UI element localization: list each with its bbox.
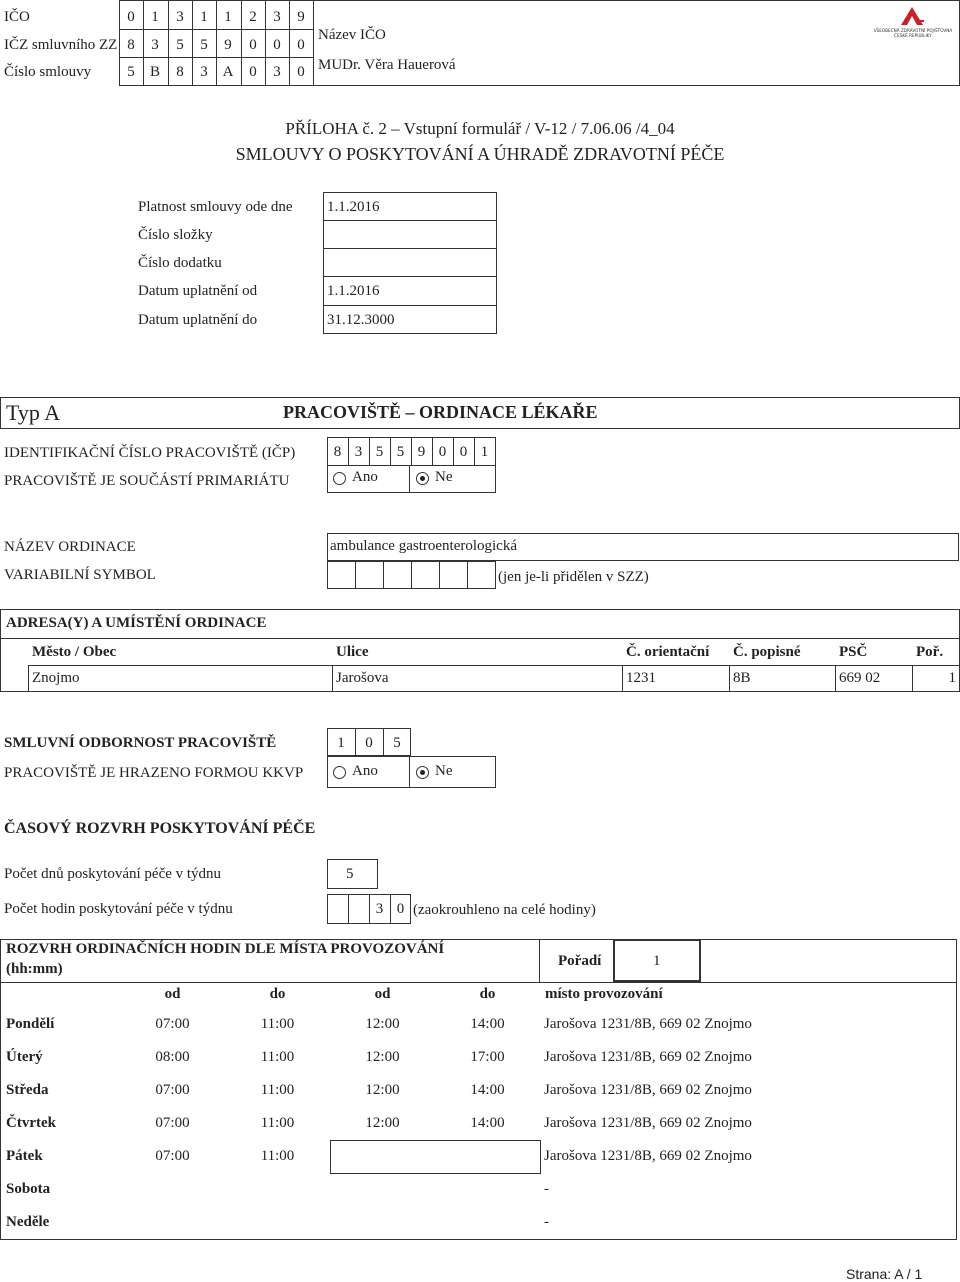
header-digit: 9 [297,9,305,25]
day-label: Čtvrtek [6,1115,56,1131]
vs-note: (jen je-li přidělen v SZZ) [498,569,649,585]
header-digit: 3 [176,9,184,25]
day-label: Úterý [6,1049,43,1065]
address-column-header: Poř. [916,644,944,660]
hours-digit: 3 [375,901,384,917]
address-column-header: Ulice [336,644,369,660]
header-digit: 8 [176,64,184,80]
address-cell: Jarošova [336,670,389,686]
hours-label: Počet hodin poskytování péče v týdnu [4,901,233,917]
time-do1: 11:00 [260,1115,295,1131]
icp-digit: 1 [480,444,489,460]
primariat-ano-radio[interactable] [333,472,346,485]
header-digit: 5 [176,37,184,53]
kkvp-ne-label: Ne [435,763,453,779]
address-cell: 669 02 [839,670,881,686]
icp-digit: 5 [375,444,384,460]
page-number: Strana: A / 1 [846,1266,923,1282]
kkvp-label: PRACOVIŠTĚ JE HRAZENO FORMOU KKVP [4,765,304,781]
header-digit: 0 [127,9,135,25]
hours-column-header: do [269,986,286,1002]
ico-label: IČO [4,9,30,25]
kkvp-ne-radio[interactable] [416,766,429,779]
time-od1: 07:00 [155,1115,190,1131]
time-do1: 11:00 [260,1148,295,1164]
specialty-label: SMLUVNÍ ODBORNOST PRACOVIŠTĚ [4,735,277,751]
hours-column-header: od [374,986,391,1002]
place: Jarošova 1231/8B, 669 02 Znojmo [544,1049,752,1065]
primariat-label: PRACOVIŠTĚ JE SOUČÁSTÍ PRIMARIÁTU [4,473,290,489]
hours-table-heading-2: (hh:mm) [6,961,63,977]
header-digit: 3 [273,9,281,25]
vs-label: VARIABILNÍ SYMBOL [4,567,156,583]
vzp-logo-icon [871,6,955,40]
address-cell: 8B [733,670,751,686]
time-od1: 07:00 [155,1016,190,1032]
address-column-header: Město / Obec [32,644,117,660]
ico-zz-label: IČZ smluvního ZZ [4,37,118,53]
time-do1: 11:00 [260,1082,295,1098]
address-cell: 1231 [626,670,656,686]
name-value: MUDr. Věra Hauerová [318,57,456,73]
time-od2: 12:00 [365,1082,400,1098]
time-do1: 11:00 [260,1049,295,1065]
logo-text-1: VŠEOBECNÁ ZDRAVOTNÍ POJIŠŤOVNA [873,28,953,33]
ordinace-name-label: NÁZEV ORDINACE [4,539,136,555]
icp-digit: 3 [354,444,363,460]
validity-label: Číslo dodatku [138,255,222,271]
hours-column-header: místo provozování [545,986,663,1002]
validity-label: Platnost smlouvy ode dne [138,199,293,215]
time-od2: 12:00 [365,1016,400,1032]
primariat-ne-radio[interactable] [416,472,429,485]
specialty-digit: 0 [365,735,373,751]
specialty-digit: 5 [393,735,401,751]
address-column-header: Č. orientační [626,644,710,660]
time-do2: 14:00 [470,1016,505,1032]
time-od1: 07:00 [155,1148,190,1164]
address-cell: 1 [948,670,956,686]
validity-label: Číslo složky [138,227,213,243]
place: - [544,1214,549,1230]
header-digit: 9 [224,37,232,53]
header-digit: 5 [127,64,135,80]
address-column-header: Č. popisné [733,644,801,660]
time-do2: 14:00 [470,1082,505,1098]
place: - [544,1181,549,1197]
hours-column-header: od [164,986,181,1002]
kkvp-ano-label: Ano [352,763,378,779]
icp-digit: 9 [417,444,426,460]
icp-digit: 0 [438,444,447,460]
title-line2: SMLOUVY O POSKYTOVÁNÍ A ÚHRADĚ ZDRAVOTNÍ PÉČE [235,144,725,164]
hours-note: (zaokrouhleno na celé hodiny) [413,902,596,918]
header-digit: 3 [151,37,159,53]
header-digit: 3 [200,64,208,80]
header-digit: 0 [249,64,257,80]
header-digit: 1 [224,9,232,25]
day-label: Sobota [6,1181,51,1197]
icp-digit: 8 [333,444,342,460]
header-digit: B [149,64,160,80]
hours-column-header: do [479,986,496,1002]
name-label: Název IČO [318,27,386,43]
day-label: Pátek [6,1148,43,1164]
header-digit: A [222,64,234,80]
validity-value: 1.1.2016 [327,199,380,215]
header-digit: 0 [249,37,257,53]
schedule-heading: ČASOVÝ ROZVRH POSKYTOVÁNÍ PÉČE [4,820,316,837]
validity-label: Datum uplatnění od [138,283,258,299]
place: Jarošova 1231/8B, 669 02 Znojmo [544,1016,752,1032]
place: Jarošova 1231/8B, 669 02 Znojmo [544,1082,752,1098]
header-digit: 1 [200,9,208,25]
day-label: Neděle [6,1214,50,1230]
header-digit: 8 [127,37,135,53]
header-digit: 0 [297,37,305,53]
header-digit: 0 [273,37,281,53]
workplace-heading: PRACOVIŠTĚ – ORDINACE LÉKAŘE [283,402,598,422]
validity-value: 31.12.3000 [327,312,395,328]
time-od2: 12:00 [365,1049,400,1065]
header-digit: 0 [297,64,305,80]
time-od1: 07:00 [155,1082,190,1098]
kkvp-ano-radio[interactable] [333,766,346,779]
icp-digit: 5 [396,444,405,460]
header-digit: 5 [200,37,208,53]
time-od1: 08:00 [155,1049,190,1065]
specialty-digit: 1 [337,735,345,751]
header-digit: 3 [273,64,281,80]
workplace-type: Typ A [6,400,61,425]
time-od2: 12:00 [365,1115,400,1131]
header-digit: 2 [249,9,257,25]
ordinace-name-value: ambulance gastroenterologická [330,538,518,554]
primariat-ne-label: Ne [435,469,453,485]
header-digit: 1 [151,9,159,25]
address-heading: ADRESA(Y) A UMÍSTĚNÍ ORDINACE [6,615,267,631]
time-do2: 14:00 [470,1115,505,1131]
days-value: 5 [346,866,354,882]
order-value: 1 [653,953,661,969]
hours-digit: 0 [396,901,405,917]
days-label: Počet dnů poskytování péče v týdnu [4,866,222,882]
primariat-ano-label: Ano [352,469,378,485]
day-label: Pondělí [6,1016,55,1032]
address-cell: Znojmo [32,670,80,686]
order-label: Pořadí [558,953,602,969]
validity-value: 1.1.2016 [327,283,380,299]
place: Jarošova 1231/8B, 669 02 Znojmo [544,1148,752,1164]
day-label: Středa [6,1082,49,1098]
hours-table-heading-1: ROZVRH ORDINAČNÍCH HODIN DLE MÍSTA PROVOZOVÁNÍ [6,941,445,957]
time-do1: 11:00 [260,1016,295,1032]
contract-label: Číslo smlouvy [4,64,92,80]
time-do2: 17:00 [470,1049,505,1065]
icp-digit: 0 [459,444,468,460]
icp-label: IDENTIFIKAČNÍ ČÍSLO PRACOVIŠTĚ (IČP) [4,445,296,461]
place: Jarošova 1231/8B, 669 02 Znojmo [544,1115,752,1131]
title-line1: PŘÍLOHA č. 2 – Vstupní formulář / V-12 / 7.06.06 /4_04 [285,119,675,138]
address-column-header: PSČ [839,644,868,660]
validity-label: Datum uplatnění do [138,312,258,328]
logo-text-2: ČESKÉ REPUBLIKY [894,33,932,38]
